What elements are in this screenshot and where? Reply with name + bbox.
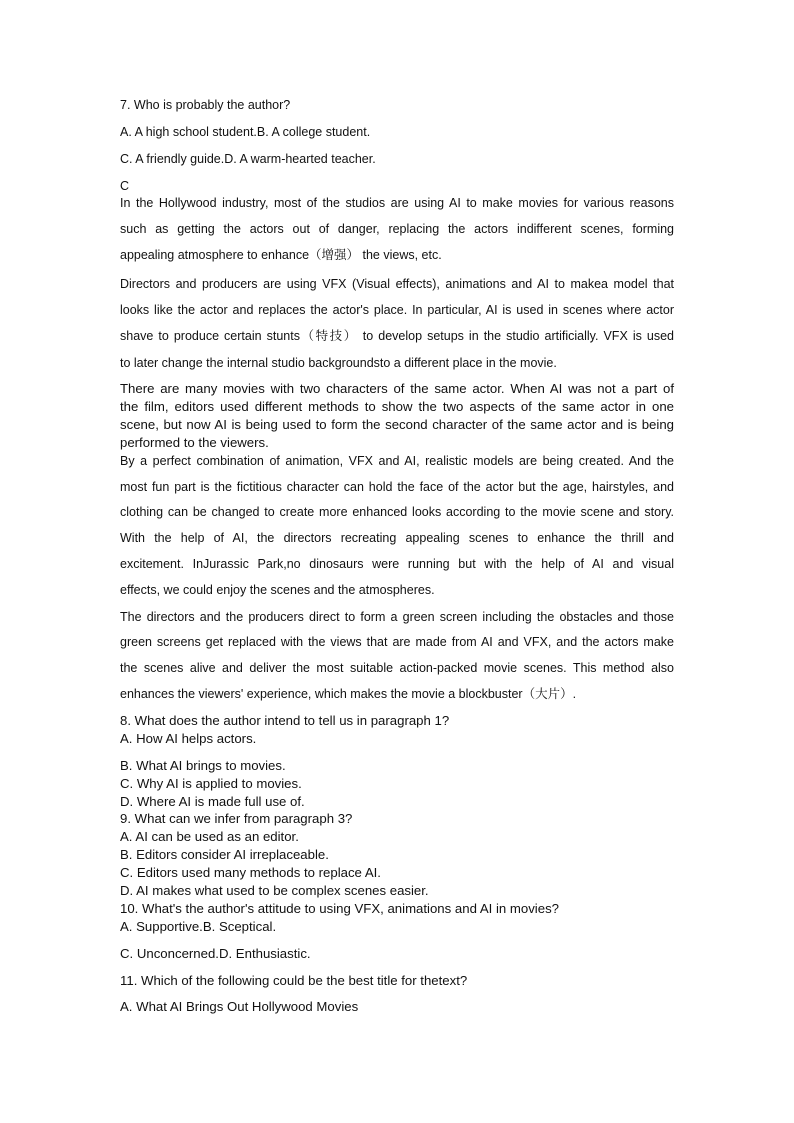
question-9-option-c: C. Editors used many methods to replace AI. bbox=[120, 865, 381, 880]
paragraph-3-line: scene, but now AI is being used to form the second character of the same actor and is being bbox=[120, 417, 674, 432]
paragraph-3-line: the film, editors used different methods to show the two aspects of the same actor in one bbox=[120, 399, 674, 414]
question-8: 8. What does the author intend to tell us in paragraph 1? bbox=[120, 713, 450, 728]
question-9: 9. What can we infer from paragraph 3? bbox=[120, 811, 353, 826]
question-10-options-cd: C. Unconcerned.D. Enthusiastic. bbox=[120, 946, 311, 961]
paragraph-4-line: effects, we could enjoy the scenes and the atmospheres. bbox=[120, 583, 435, 597]
question-8-option-b: B. What AI brings to movies. bbox=[120, 758, 286, 773]
question-8-option-c: C. Why AI is applied to movies. bbox=[120, 776, 302, 791]
question-10-options-ab: A. Supportive.B. Sceptical. bbox=[120, 919, 277, 934]
paragraph-2-line: Directors and producers are using VFX (Visual effects), animations and AI to makea model that bbox=[120, 277, 674, 291]
question-7-options-cd: C. A friendly guide.D. A warm-hearted teacher. bbox=[120, 152, 376, 166]
question-11: 11. Which of the following could be the best title for thetext? bbox=[120, 973, 468, 988]
passage-label: C bbox=[120, 179, 130, 193]
paragraph-4-line: clothing can be changed to create more enhanced looks according to the movie scene and story. bbox=[120, 505, 674, 519]
paragraph-5-line: green screens get replaced with the views that are made from AI and VFX, and the actors make bbox=[120, 635, 674, 649]
question-9-option-d: D. AI makes what used to be complex scenes easier. bbox=[120, 883, 429, 898]
question-8-option-d: D. Where AI is made full use of. bbox=[120, 794, 305, 809]
question-9-option-b: B. Editors consider AI irreplaceable. bbox=[120, 847, 329, 862]
paragraph-1-line: In the Hollywood industry, most of the studios are using AI to make movies for various reasons bbox=[120, 196, 674, 210]
paragraph-3-line: performed to the viewers. bbox=[120, 435, 269, 450]
paragraph-5-line: The directors and the producers direct to form a green screen including the obstacles and those bbox=[120, 610, 674, 624]
question-7: 7. Who is probably the author? bbox=[120, 98, 291, 112]
paragraph-4-line: excitement. InJurassic Park,no dinosaurs were running but with the help of AI and visual bbox=[120, 557, 674, 571]
paragraph-3-line: There are many movies with two characters of the same actor. When AI was not a part of bbox=[120, 381, 674, 396]
question-7-options-ab: A. A high school student.B. A college student. bbox=[120, 125, 371, 139]
paragraph-4-line: most fun part is the fictitious character can hold the face of the actor but the age, hairstyles, and bbox=[120, 480, 674, 494]
question-10: 10. What's the author's attitude to using VFX, animations and AI in movies? bbox=[120, 901, 559, 916]
paragraph-2-line: looks like the actor and replaces the actor's place. In particular, AI is used in scenes where actor bbox=[120, 303, 674, 317]
paragraph-2-line: shave to produce certain stunts（特技） to develop setups in the studio artificially. VFX is used bbox=[120, 329, 674, 343]
paragraph-1-line: appealing atmosphere to enhance（增强） the views, etc. bbox=[120, 248, 442, 262]
question-9-option-a: A. AI can be used as an editor. bbox=[120, 829, 299, 844]
question-11-option-a: A. What AI Brings Out Hollywood Movies bbox=[120, 999, 359, 1014]
paragraph-2-line: to later change the internal studio backgroundsto a different place in the movie. bbox=[120, 356, 557, 370]
paragraph-5-line: enhances the viewers' experience, which makes the movie a blockbuster（大片）. bbox=[120, 687, 577, 701]
paragraph-4-line: By a perfect combination of animation, VFX and AI, realistic models are being created. And the bbox=[120, 454, 674, 468]
paragraph-4-line: With the help of AI, the directors recreating appealing scenes to enhance the thrill and bbox=[120, 531, 674, 545]
question-8-option-a: A. How AI helps actors. bbox=[120, 731, 257, 746]
paragraph-5-line: the scenes alive and deliver the most suitable action-packed movie scenes. This method also bbox=[120, 661, 674, 675]
paragraph-1-line: such as getting the actors out of danger, replacing the actors indifferent scenes, forming bbox=[120, 222, 674, 236]
